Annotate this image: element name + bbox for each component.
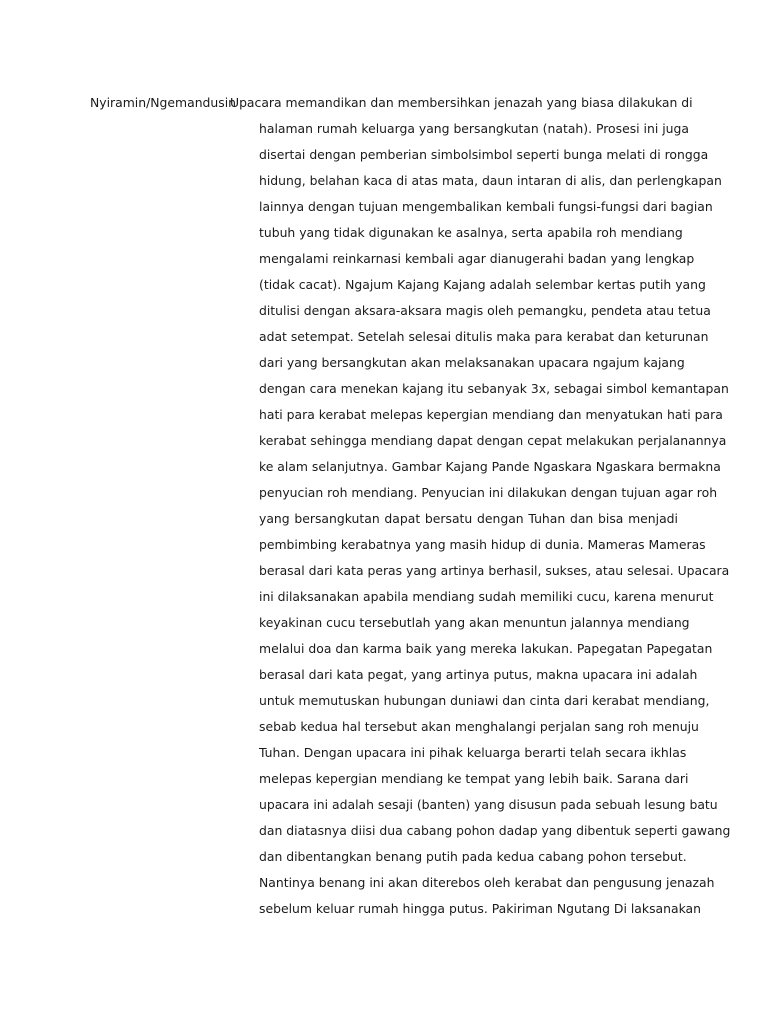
body-line: hidung, belahan kaca di atas mata, daun intaran di alis, dan perlengkapan xyxy=(259,173,722,188)
body-line: lainnya dengan tujuan mengembalikan kembali fungsi-fungsi dari bagian xyxy=(259,199,713,214)
body-line: sebab kedua hal tersebut akan menghalangi perjalan sang roh menuju xyxy=(259,719,699,734)
body-line: pembimbing kerabatnya yang masih hidup di dunia. Mameras Mameras xyxy=(259,537,706,552)
body-line: (tidak cacat). Ngajum Kajang Kajang adalah selembar kertas putih yang xyxy=(259,277,706,292)
body-line: Upacara memandikan dan membersihkan jenazah yang biasa dilakukan di xyxy=(230,95,693,110)
body-line: adat setempat. Setelah selesai ditulis maka para kerabat dan keturunan xyxy=(259,329,709,344)
body-line: dengan cara menekan kajang itu sebanyak 3x, sebagai simbol kemantapan xyxy=(259,381,729,396)
body-line: mengalami reinkarnasi kembali agar dianugerahi badan yang lengkap xyxy=(259,251,695,266)
body-line: disertai dengan pemberian simbolsimbol seperti bunga melati di rongga xyxy=(259,147,709,162)
body-line: ditulisi dengan aksara-aksara magis oleh pemangku, pendeta atau tetua xyxy=(259,303,711,318)
body-line: tubuh yang tidak digunakan ke asalnya, serta apabila roh mendiang xyxy=(259,225,683,240)
body-line: dan dibentangkan benang putih pada kedua cabang pohon tersebut. xyxy=(259,849,687,864)
body-line: keyakinan cucu tersebutlah yang akan menuntun jalannya mendiang xyxy=(259,615,690,630)
body-line: untuk memutuskan hubungan duniawi dan cinta dari kerabat mendiang, xyxy=(259,693,710,708)
body-line: berasal dari kata peras yang artinya berhasil, sukses, atau selesai. Upacara xyxy=(259,563,730,578)
body-line: melepas kepergian mendiang ke tempat yang lebih baik. Sarana dari xyxy=(259,771,689,786)
body-line: Nantinya benang ini akan diterebos oleh kerabat dan pengusung jenazah xyxy=(259,875,715,890)
body-line: halaman rumah keluarga yang bersangkutan (natah). Prosesi ini juga xyxy=(259,121,689,136)
body-line: kerabat sehingga mendiang dapat dengan cepat melakukan perjalanannya xyxy=(259,433,727,448)
body-line: ke alam selanjutnya. Gambar Kajang Pande Ngaskara Ngaskara bermakna xyxy=(259,459,721,474)
body-line: dari yang bersangkutan akan melaksanakan upacara ngajum kajang xyxy=(259,355,685,370)
body-line: melalui doa dan karma baik yang mereka lakukan. Papegatan Papegatan xyxy=(259,641,713,656)
body-line: sebelum keluar rumah hingga putus. Pakiriman Ngutang Di laksanakan xyxy=(259,901,701,916)
body-line: berasal dari kata pegat, yang artinya putus, makna upacara ini adalah xyxy=(259,667,698,682)
body-line: Tuhan. Dengan upacara ini pihak keluarga berarti telah secara ikhlas xyxy=(259,745,687,760)
body-line: hati para kerabat melepas kepergian mendiang dan menyatukan hati para xyxy=(259,407,723,422)
body-line: ini dilaksanakan apabila mendiang sudah memiliki cucu, karena menurut xyxy=(259,589,714,604)
body-line: penyucian roh mendiang. Penyucian ini dilakukan dengan tujuan agar roh xyxy=(259,485,718,500)
body-line: dan diatasnya diisi dua cabang pohon dadap yang dibentuk seperti gawang xyxy=(259,823,731,838)
body-line: upacara ini adalah sesaji (banten) yang disusun pada sebuah lesung batu xyxy=(259,797,718,812)
entry-body xyxy=(230,90,731,922)
entry-term: Nyiramin/Ngemandusin xyxy=(90,95,237,110)
body-line: yang bersangkutan dapat bersatu dengan Tuhan dan bisa menjadi xyxy=(259,511,678,526)
